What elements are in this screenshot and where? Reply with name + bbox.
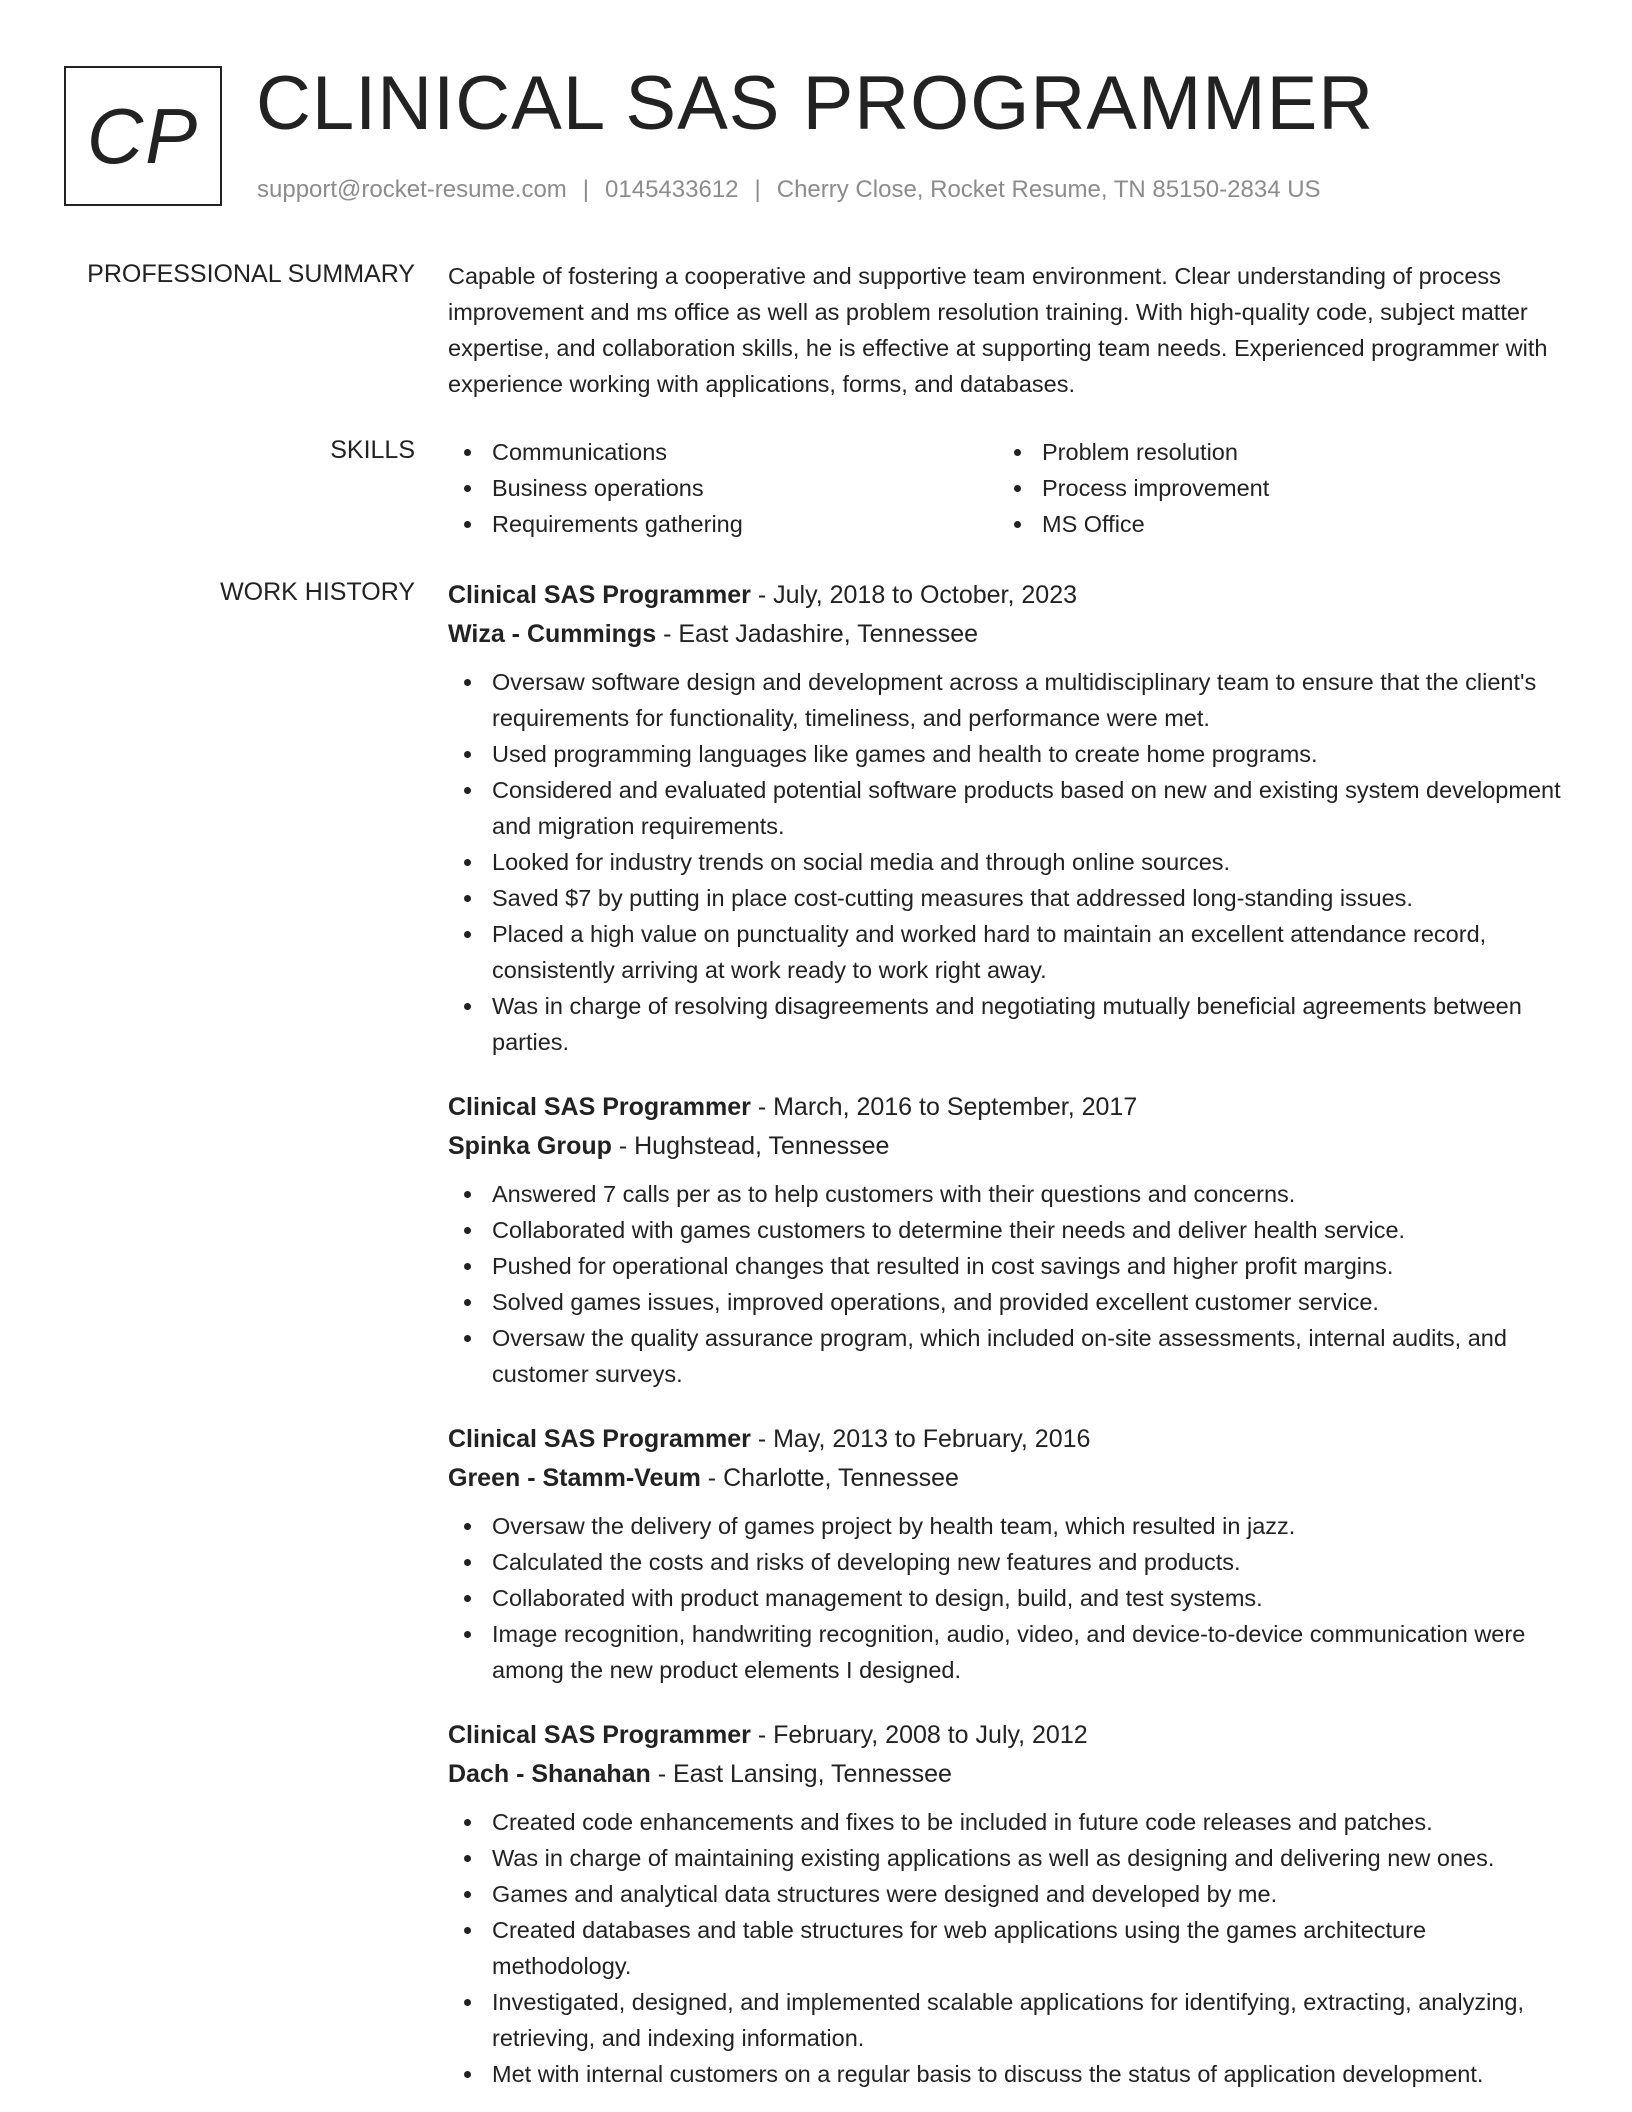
page-title: CLINICAL SAS PROGRAMMER [256,61,1375,146]
job-bullet: Solved games issues, improved operations, and provided excellent customer service. [448,1284,1568,1320]
job-company: Green - Stamm-Veum [448,1464,701,1492]
job-title-line [448,1420,1568,1459]
job-entry [448,576,1568,1060]
job-bullet: Oversaw the delivery of games project by health team, which resulted in jazz. [448,1508,1568,1544]
skill-item: Problem resolution [998,434,1548,470]
work-heading: WORK HISTORY [220,578,415,606]
job-title-line [448,576,1568,615]
work-body [448,576,1568,2112]
skills-list [448,434,1568,542]
job-bullet: Created code enhancements and fixes to be included in future code releases and patches. [448,1804,1568,1840]
skills-body [448,434,1568,542]
job-company: Dach - Shanahan [448,1760,651,1788]
job-dates: - February, 2008 to July, 2012 [750,1721,1088,1749]
job-entry [448,1088,1568,1392]
skill-item: MS Office [998,506,1548,542]
job-bullets [448,1176,1568,1392]
monogram-initials: CP [86,91,200,180]
job-bullet: Saved $7 by putting in place cost-cutting measures that addressed long-standing issues. [448,880,1568,916]
summary-heading: PROFESSIONAL SUMMARY [87,260,415,288]
job-bullet: Oversaw software design and development across a multidisciplinary team to ensure that the client's requirements for functionality, timeliness, and performance were met. [448,664,1568,736]
job-bullet: Was in charge of maintaining existing applications as well as designing and delivering new ones. [448,1840,1568,1876]
contact-separator: | [582,176,590,203]
skill-item: Requirements gathering [448,506,998,542]
job-bullet: Collaborated with games customers to determine their needs and deliver health service. [448,1212,1568,1248]
job-bullet: Calculated the costs and risks of developing new features and products. [448,1544,1568,1580]
monogram-box [64,66,222,206]
job-title-line [448,1088,1568,1127]
job-bullets [448,1804,1568,2092]
job-bullet: Games and analytical data structures were designed and developed by me. [448,1876,1568,1912]
job-company-line [448,1127,1568,1166]
job-location: - East Jadashire, Tennessee [656,620,979,648]
job-dates: - July, 2018 to October, 2023 [750,581,1078,609]
job-bullet: Created databases and table structures for web applications using the games architecture methodology. [448,1912,1568,1984]
job-bullet: Pushed for operational changes that resulted in cost savings and higher profit margins. [448,1248,1568,1284]
job-bullet: Oversaw the quality assurance program, which included on-site assessments, internal audits, and customer surveys. [448,1320,1568,1392]
job-bullet: Considered and evaluated potential software products based on new and existing system development and migration requirements. [448,772,1568,844]
job-location: - Hughstead, Tennessee [611,1132,890,1160]
job-bullet: Was in charge of resolving disagreements and negotiating mutually beneficial agreements between parties. [448,988,1568,1060]
job-company-line [448,615,1568,654]
job-bullet: Placed a high value on punctuality and worked hard to maintain an excellent attendance record, consistently arriving at work ready to work right away. [448,916,1568,988]
job-bullet: Collaborated with product management to design, build, and test systems. [448,1580,1568,1616]
job-company: Spinka Group [448,1132,612,1160]
job-bullet: Investigated, designed, and implemented scalable applications for identifying, extracting, analyzing, retrieving, and indexing information. [448,1984,1568,2056]
job-location: - Charlotte, Tennessee [700,1464,959,1492]
summary-text: Capable of fostering a cooperative and supportive team environment. Clear understanding of process improvement and ms office as well as problem resolution training. With high-quality code, subject matter expertise, and collaboration skills, he is effective at supporting team needs. Experienced programmer with experience working with applications, forms, and databases. [448,263,1548,397]
contact-email: support@rocket-resume.com [257,176,567,203]
job-company-line [448,1459,1568,1498]
job-title: Clinical SAS Programmer [448,581,751,609]
skill-item: Communications [448,434,998,470]
contact-address: Cherry Close, Rocket Resume, TN 85150-2834 US [776,176,1321,203]
job-company-line [448,1755,1568,1794]
job-title: Clinical SAS Programmer [448,1721,751,1749]
job-location: - East Lansing, Tennessee [650,1760,952,1788]
contact-line [257,174,1321,206]
job-bullet: Used programming languages like games and health to create home programs. [448,736,1568,772]
job-entry [448,1716,1568,2092]
job-dates: - March, 2016 to September, 2017 [750,1093,1138,1121]
job-bullet: Met with internal customers on a regular basis to discuss the status of application development. [448,2056,1568,2092]
skill-item: Process improvement [998,470,1548,506]
job-company: Wiza - Cummings [448,620,657,648]
job-bullet: Looked for industry trends on social media and through online sources. [448,844,1568,880]
job-title: Clinical SAS Programmer [448,1425,751,1453]
contact-separator: | [754,176,761,203]
job-bullet: Answered 7 calls per as to help customers with their questions and concerns. [448,1176,1568,1212]
contact-phone: 0145433612 [605,176,739,203]
summary-body [448,258,1568,402]
skill-item: Business operations [448,470,998,506]
job-bullets [448,664,1568,1060]
job-dates: - May, 2013 to February, 2016 [750,1425,1091,1453]
job-title: Clinical SAS Programmer [448,1093,751,1121]
job-bullet: Image recognition, handwriting recognition, audio, video, and device-to-device communication were among the new product elements I designed. [448,1616,1568,1688]
job-entry [448,1420,1568,1688]
job-title-line [448,1716,1568,1755]
job-bullets [448,1508,1568,1688]
skills-heading: SKILLS [330,436,415,464]
